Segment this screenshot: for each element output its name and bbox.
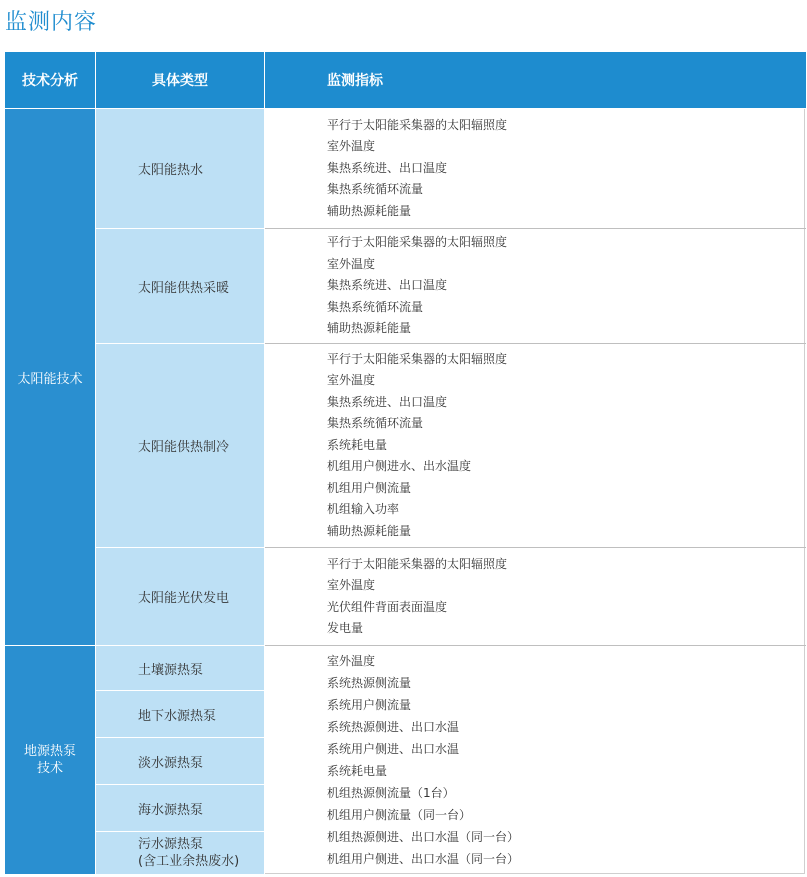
type-label: 太阳能光伏发电: [138, 591, 230, 606]
indicator-item: 集热系统循环流量: [327, 299, 424, 314]
type-label-line1: 污水源热泵: [138, 837, 204, 852]
indicator-item: 平行于太阳能采集器的太阳辐照度: [327, 351, 508, 366]
indicator-item: 室外温度: [327, 653, 376, 668]
type-solar-heating: [96, 229, 264, 343]
type-groundwater-source: [96, 691, 264, 737]
indicator-item: 机组用户侧流量（同一台）: [327, 807, 472, 822]
group-solar-label: 太阳能技术: [17, 371, 83, 387]
indicator-item: 集热系统进、出口温度: [327, 278, 448, 293]
group-ground-label-2: 技术: [36, 761, 63, 776]
group-ground-label-1: 地源热泵: [23, 744, 76, 759]
type-label: 淡水源热泵: [138, 755, 204, 771]
indicator-item: 集热系统循环流量: [327, 182, 424, 197]
group-solar: [5, 109, 95, 645]
indicators-ground-source: [265, 646, 805, 874]
indicator-item: 系统耗电量: [327, 763, 388, 778]
indicator-item: 室外温度: [327, 373, 376, 388]
type-solar-pv: [96, 548, 264, 645]
type-label: 海水源热泵: [138, 802, 204, 818]
type-label: 太阳能供热制冷: [138, 440, 230, 455]
indicators-solar-cooling: [265, 344, 805, 547]
type-seawater-source: [96, 785, 264, 831]
indicator-item: 室外温度: [327, 139, 376, 154]
indicator-item: 机组输入功率: [327, 502, 400, 517]
indicators-solar-pv: [265, 548, 805, 645]
indicator-item: 系统用户侧流量: [327, 697, 412, 712]
indicator-item: 系统用户侧进、出口水温: [327, 741, 460, 756]
type-label: 太阳能热水: [138, 163, 204, 178]
type-sewage-source: [96, 832, 264, 874]
type-label: 太阳能供热采暖: [138, 280, 230, 296]
header-specific-type: 具体类型: [96, 52, 264, 108]
indicator-item: 系统热源侧流量: [327, 675, 412, 690]
indicator-item: 机组热源侧进、出口水温（同一台）: [327, 829, 520, 844]
type-freshwater-source: [96, 738, 264, 784]
header-tech-analysis: 技术分析: [5, 52, 95, 108]
indicator-item: 辅助热源耗能量: [327, 203, 412, 218]
type-label-line2: (含工业余热废水): [138, 854, 240, 869]
indicator-item: 室外温度: [327, 256, 376, 271]
indicator-item: 机组用户侧流量: [327, 480, 412, 495]
page-title: 监测内容: [5, 10, 98, 35]
indicator-item: 集热系统循环流量: [327, 416, 424, 431]
type-soil-source: [96, 646, 264, 690]
indicator-item: 系统耗电量: [327, 437, 388, 452]
indicator-item: 室外温度: [327, 578, 376, 592]
indicators-solar-heating: [265, 229, 805, 343]
indicator-item: 集热系统进、出口温度: [327, 394, 448, 409]
indicator-item: 发电量: [327, 621, 364, 635]
type-label: 地下水源热泵: [138, 708, 217, 724]
type-solar-hot-water: [96, 109, 264, 228]
indicator-item: 机组用户侧进水、出水温度: [327, 459, 472, 474]
type-solar-cooling: [96, 344, 264, 547]
indicator-item: 辅助热源耗能量: [327, 523, 412, 538]
type-label: 土壤源热泵: [138, 662, 204, 678]
monitoring-table: [5, 52, 806, 874]
indicator-item: 集热系统进、出口温度: [327, 160, 448, 175]
indicator-item: 平行于太阳能采集器的太阳辐照度: [327, 556, 508, 571]
indicator-item: 辅助热源耗能量: [327, 321, 412, 336]
indicator-item: 系统热源侧进、出口水温: [327, 719, 460, 734]
header-indicators: 监测指标: [265, 52, 806, 108]
indicator-item: 机组用户侧进、出口水温（同一台）: [327, 851, 520, 866]
indicators-solar-hot-water: [265, 109, 805, 228]
indicator-item: 平行于太阳能采集器的太阳辐照度: [327, 235, 508, 250]
indicator-item: 光伏组件背面表面温度: [327, 599, 448, 614]
indicator-item: 平行于太阳能采集器的太阳辐照度: [327, 117, 508, 132]
group-ground-source: [5, 646, 95, 874]
indicator-item: 机组热源侧流量（1台）: [327, 785, 455, 800]
